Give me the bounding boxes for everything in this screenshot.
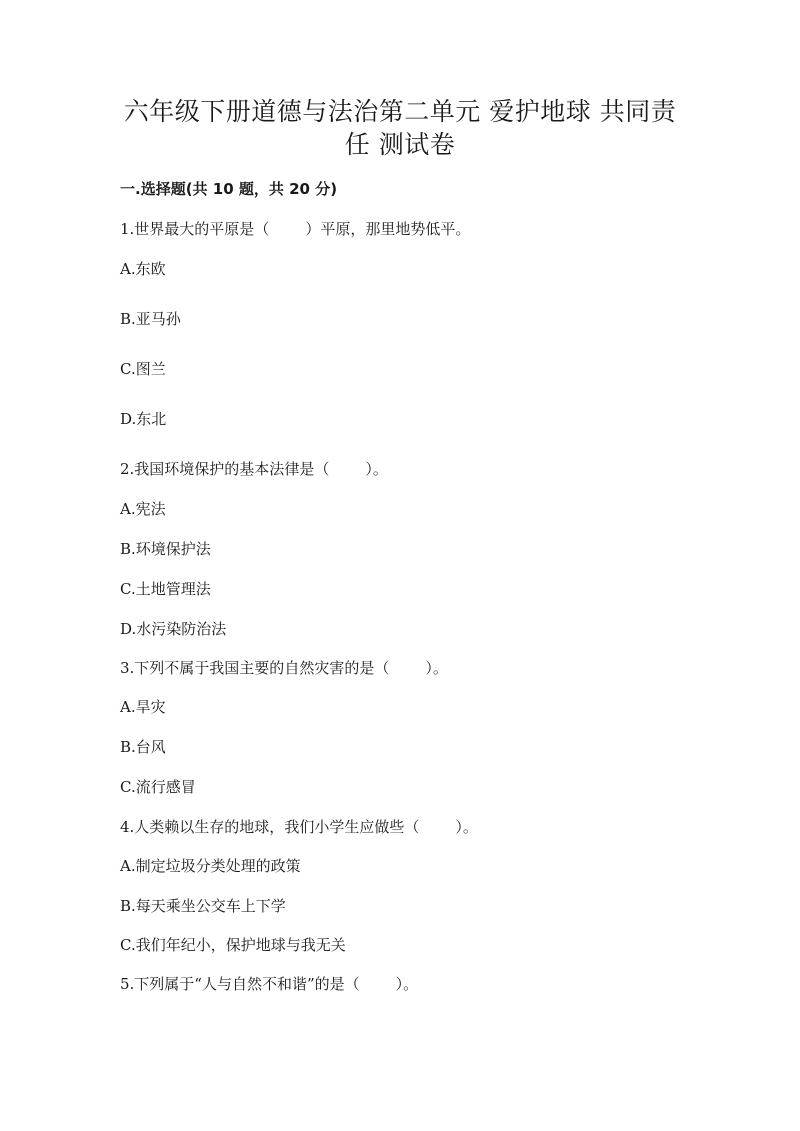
question-4-option-b: B.每天乘坐公交车上下学: [120, 897, 286, 915]
question-1-option-a: A.东欧: [120, 260, 166, 278]
question-stem-before: 2.我国环境保护的基本法律是（: [120, 460, 330, 478]
question-2-option-c: C.土地管理法: [120, 580, 211, 598]
question-4-option-a: A.制定垃圾分类处理的政策: [120, 857, 301, 875]
question-3-option-b: B.台风: [120, 738, 166, 756]
question-stem-after: ）。: [425, 659, 448, 677]
question-2-stem: [120, 459, 388, 479]
question-stem-after: ）平原，那里地势低平。: [305, 220, 471, 238]
question-1-option-b: B.亚马孙: [120, 310, 181, 328]
question-2-option-b: B.环境保护法: [120, 540, 211, 558]
question-5-stem: [120, 974, 418, 994]
question-stem-before: 1.世界最大的平原是（: [120, 220, 270, 238]
question-stem-after: ）。: [455, 818, 478, 836]
question-stem-before: 5.下列属于“人与自然不和谐”的是（: [120, 975, 360, 993]
page-title-line-1: 六年级下册道德与法治第二单元 爱护地球 共同责: [123, 97, 677, 126]
question-stem-after: ）。: [395, 975, 419, 993]
question-2-option-d: D.水污染防治法: [120, 620, 227, 638]
question-stem-after: ）。: [365, 460, 388, 478]
question-1-option-d: D.东北: [120, 410, 167, 428]
page-title-line-2: 任 测试卷: [344, 130, 456, 159]
question-3-option-a: A.旱灾: [120, 698, 166, 716]
section-heading: 一.选择题(共 10 题，共 20 分): [120, 180, 338, 198]
question-1-option-c: C.图兰: [120, 360, 166, 378]
question-stem-before: 4.人类赖以生存的地球，我们小学生应做些（: [120, 818, 420, 836]
question-3-stem: [120, 658, 448, 678]
question-4-stem: [120, 817, 478, 837]
question-stem-before: 3.下列不属于我国主要的自然灾害的是（: [120, 659, 390, 677]
question-4-option-c: C.我们年纪小，保护地球与我无关: [120, 936, 346, 954]
question-2-option-a: A.宪法: [120, 500, 166, 518]
question-3-option-c: C.流行感冒: [120, 778, 196, 796]
question-1-stem: [120, 219, 470, 239]
